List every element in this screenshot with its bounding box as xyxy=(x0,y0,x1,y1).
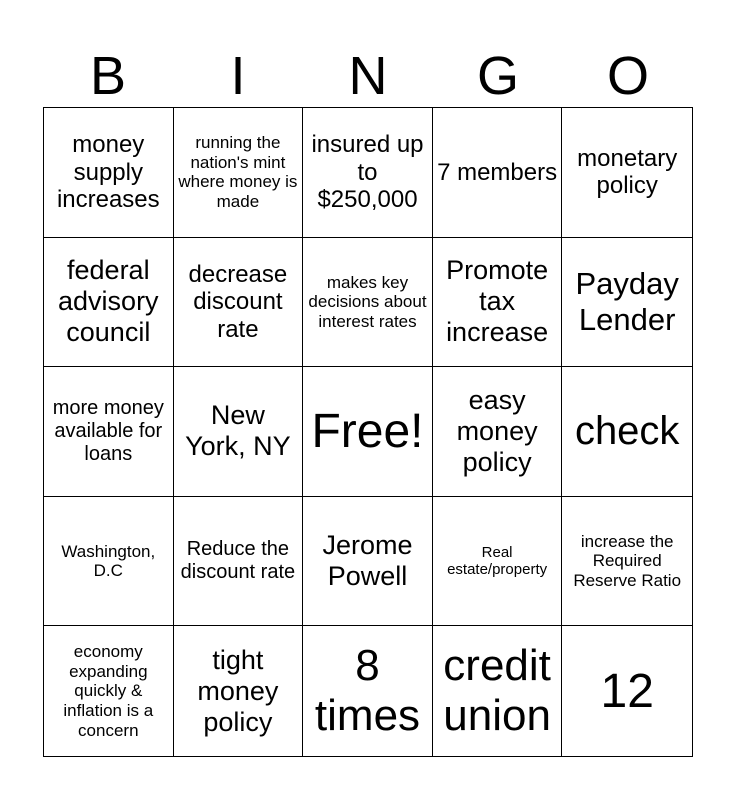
bingo-cell[interactable] xyxy=(174,367,304,497)
cell-text: Reduce the discount rate xyxy=(180,538,296,584)
cell-text: makes key decisions about interest rates xyxy=(308,272,427,331)
cell-text: Jerome Powell xyxy=(322,530,413,592)
cell-text: increase the Required Reserve Ratio xyxy=(573,531,682,590)
bingo-cell[interactable] xyxy=(562,497,692,627)
bingo-cell[interactable] xyxy=(174,108,304,238)
cell-text: Payday Lender xyxy=(575,266,679,337)
cell-text: easy money policy xyxy=(456,384,538,478)
header-letter-i: I xyxy=(230,46,246,106)
cell-text: New York, NY xyxy=(185,400,291,462)
bingo-cell[interactable] xyxy=(433,108,563,238)
cell-text: insured up to $250,000 xyxy=(311,130,424,214)
bingo-cell[interactable] xyxy=(562,367,692,497)
bingo-cell[interactable] xyxy=(303,626,433,756)
free-space-cell[interactable] xyxy=(303,367,433,497)
cell-text: Real estate/property xyxy=(447,543,548,579)
bingo-cell[interactable] xyxy=(174,238,304,368)
bingo-header xyxy=(43,44,693,108)
cell-text: 8 times xyxy=(314,640,421,741)
bingo-cell[interactable] xyxy=(562,108,692,238)
bingo-cell[interactable] xyxy=(44,367,174,497)
header-letter-g: G xyxy=(476,46,519,106)
cell-text: decrease discount rate xyxy=(188,260,288,343)
cell-text: credit union xyxy=(443,640,551,741)
bingo-cell[interactable] xyxy=(44,626,174,756)
cell-text: 12 xyxy=(600,664,654,718)
cell-text: Washington, D.C xyxy=(61,541,156,581)
bingo-cell[interactable] xyxy=(433,626,563,756)
cell-text: 7 members xyxy=(437,158,558,186)
header-letter-b: B xyxy=(89,46,127,106)
cell-text: Promote tax increase xyxy=(446,255,549,348)
bingo-cell[interactable] xyxy=(433,238,563,368)
cell-text: federal advisory council xyxy=(58,255,159,348)
bingo-cell[interactable] xyxy=(303,497,433,627)
bingo-cell[interactable] xyxy=(174,626,304,756)
bingo-cell[interactable] xyxy=(44,108,174,238)
bingo-cell[interactable] xyxy=(303,238,433,368)
cell-text: tight money policy xyxy=(197,644,279,737)
bingo-cell[interactable] xyxy=(433,497,563,627)
header-letter-o: O xyxy=(606,46,649,106)
cell-text: economy expanding quickly & inflation is a concern xyxy=(63,642,154,740)
free-space-text: Free! xyxy=(311,404,424,458)
bingo-cell[interactable] xyxy=(44,497,174,627)
cell-text: money supply increases xyxy=(56,130,160,214)
cell-text: more money available for loans xyxy=(52,396,164,465)
cell-text: running the nation's mint where money is made xyxy=(178,133,298,211)
bingo-cell[interactable] xyxy=(562,238,692,368)
cell-text: check xyxy=(574,409,680,454)
bingo-cell[interactable] xyxy=(44,238,174,368)
bingo-cell[interactable] xyxy=(303,108,433,238)
header-letter-n: N xyxy=(348,46,388,106)
bingo-cell[interactable] xyxy=(562,626,692,756)
bingo-board xyxy=(43,107,693,757)
cell-text: monetary policy xyxy=(577,144,678,200)
bingo-cell[interactable] xyxy=(174,497,304,627)
bingo-cell[interactable] xyxy=(433,367,563,497)
